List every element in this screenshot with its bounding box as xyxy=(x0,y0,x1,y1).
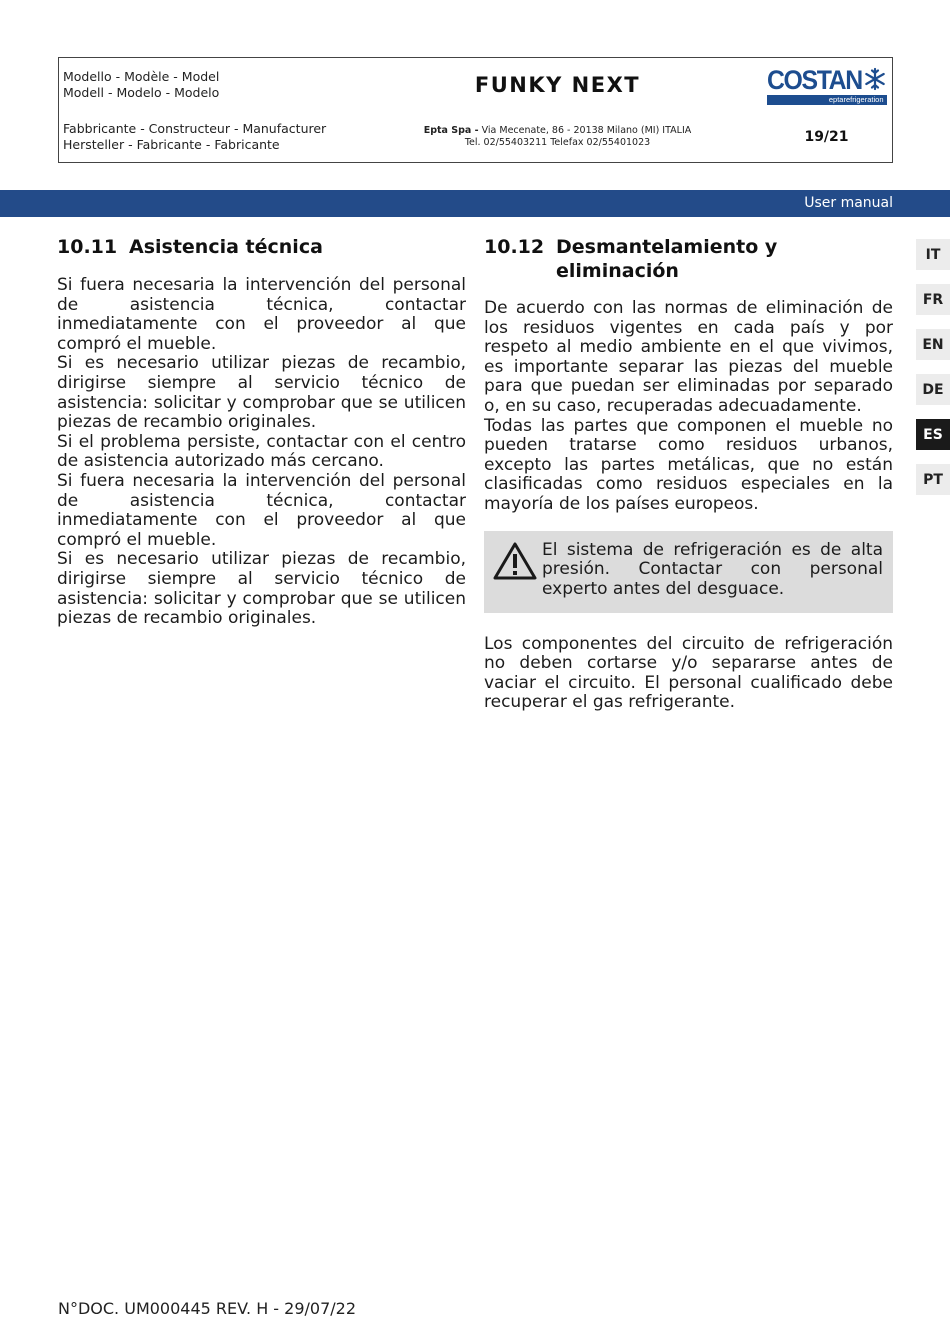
manufacturer-label-line-2: Hersteller - Fabricante - Fabricante xyxy=(63,137,280,152)
section-number: 10.11 xyxy=(57,236,118,258)
section-title: Desmantelamiento y eliminación xyxy=(556,236,778,282)
company-name: Epta Spa - xyxy=(423,124,479,136)
language-tab-pt[interactable]: PT xyxy=(916,464,950,495)
paragraph: Si fuera necesaria la intervención del personal de asistencia técnica, contactar inmediatamente con el proveedor al que compró el mueble. xyxy=(57,470,466,550)
manufacturer-label-cell xyxy=(59,112,354,162)
section-number: 10.12 xyxy=(484,236,545,258)
warning-text: El sistema de refrigeración es de alta presión. Contactar con personal experto antes del desguace. xyxy=(542,539,883,599)
closing-paragraph: Los componentes del circuito de refrigeración no deben cortarse y/o separarse antes de vaciar el circuito. El personal cualificado debe recuperar el gas refrigerante. xyxy=(484,633,893,713)
model-label-line-1: Modello - Modèle - Model xyxy=(63,69,220,84)
address-line xyxy=(424,125,692,138)
section-heading xyxy=(484,235,893,283)
manufacturer-address-cell xyxy=(354,112,761,162)
section-body xyxy=(57,276,466,629)
paragraph: Si es necesario utilizar piezas de recambio, dirigirse siempre al servicio técnico de asistencia: solicitar y comprobar que se utilicen piezas de recambio originales. xyxy=(57,549,466,629)
document-header-table xyxy=(58,57,893,163)
product-title: FUNKY NEXT xyxy=(474,73,641,97)
section-banner xyxy=(0,190,950,217)
section-title: Asistencia técnica xyxy=(129,236,323,258)
page-number-cell xyxy=(761,112,892,162)
document-number-footer: N°DOC. UM000445 REV. H - 29/07/22 xyxy=(58,1299,357,1318)
logo-subtitle: eptarefrigeration xyxy=(767,95,887,105)
paragraph: De acuerdo con las normas de eliminación de los residuos vigentes en cada país y por respeto al medio ambiente en el que vivimos, es importante separar las piezas del mueble para que puedan ser eliminadas por separado o, en su caso, recuperadas adecuadamente. xyxy=(484,298,893,416)
section-technical-assistance xyxy=(57,235,466,629)
paragraph: Todas las partes que componen el mueble no pueden tratarse como residuos urbanos, excepto las partes metálicas, que no están clasificadas como residuos especiales en la mayoría de los países europeos. xyxy=(484,415,893,514)
logo-wordmark: COSTAN xyxy=(766,65,862,95)
logo-cell xyxy=(761,58,892,112)
phone-line: Tel. 02/55403211 Telefax 02/55401023 xyxy=(464,137,651,148)
section-dismantling-disposal xyxy=(484,235,893,713)
section-heading xyxy=(57,235,466,259)
section-body xyxy=(484,299,893,515)
model-label-cell xyxy=(59,58,354,112)
language-tab-fr[interactable]: FR xyxy=(916,284,950,315)
language-tab-it[interactable]: IT xyxy=(916,239,950,270)
paragraph: Si fuera necesaria la intervención del personal de asistencia técnica, contactar inmediatamente con el proveedor al que compró el mueble. xyxy=(57,275,466,354)
banner-label: User manual xyxy=(804,195,893,211)
language-tab-en[interactable]: EN xyxy=(916,329,950,360)
model-label-line-2: Modell - Modelo - Modelo xyxy=(63,85,220,100)
manufacturer-label-line-1: Fabbricante - Constructeur - Manufacturer xyxy=(63,121,327,136)
product-title-cell xyxy=(354,58,761,112)
snowflake-icon xyxy=(863,67,887,91)
page-number: 19/21 xyxy=(804,129,849,145)
language-tab-de[interactable]: DE xyxy=(916,374,950,405)
company-address: Via Mecenate, 86 - 20138 Milano (MI) ITALIA xyxy=(478,124,692,136)
warning-triangle-icon xyxy=(492,541,538,581)
paragraph: Si es necesario utilizar piezas de recambio, dirigirse siempre al servicio técnico de asistencia: solicitar y comprobar que se utilicen piezas de recambio originales. xyxy=(57,353,466,433)
warning-box xyxy=(484,531,893,613)
costan-logo xyxy=(767,65,887,105)
language-tab-es[interactable]: ES xyxy=(916,419,950,450)
paragraph: Si el problema persiste, contactar con el centro de asistencia autorizado más cercano. xyxy=(57,431,466,472)
